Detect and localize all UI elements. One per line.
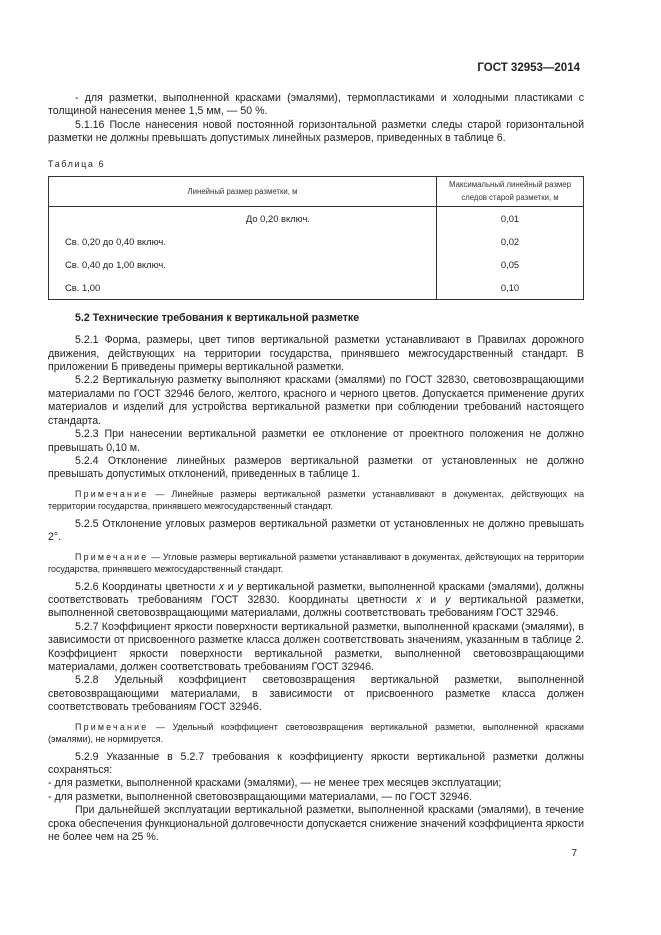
note-text: — Линейные размеры вертикальной разметки устанавливают в документах, действующих на территории государства, принявшего межгосударственный стандарт. bbox=[48, 488, 584, 511]
clause-5-2-6: 5.2.6 Координаты цветности x и y вертикальной разметки, выполненной красками (эмалями), должны соответствовать требованиям ГОСТ 32830. Координаты цветности x и y вертикальной разметки, выполненной световозвращающими материалами, должны соответствовать требованиям ГОСТ 32946. bbox=[48, 580, 584, 620]
note-label: Примечание bbox=[75, 721, 149, 732]
table-row bbox=[49, 276, 584, 300]
table-cell: Св. 1,00 bbox=[49, 276, 437, 300]
note-text: — Удельный коэффициент световозвращения вертикальной разметки, выполненной красками (эмалями), не нормируется. bbox=[48, 721, 584, 744]
clause-5-2-9: 5.2.9 Указанные в 5.2.7 требования к коэффициенту яркости вертикальной разметки должны сохраняться: bbox=[48, 750, 584, 776]
table-cell: Св. 0,20 до 0,40 включ. bbox=[49, 230, 437, 253]
table-cell: 0,01 bbox=[437, 206, 584, 230]
table-6 bbox=[48, 176, 584, 300]
note-2 bbox=[48, 551, 584, 575]
clause-5-2-4: 5.2.4 Отклонение линейных размеров вертикальной разметки от установленных не должно превышать допустимых отклонений, приведенных в таблице 1. bbox=[48, 454, 584, 481]
note-label: Примечание bbox=[75, 551, 149, 562]
note-1 bbox=[48, 488, 584, 512]
table-cell: 0,10 bbox=[437, 276, 584, 300]
document-id: ГОСТ 32953—2014 bbox=[477, 62, 580, 74]
note-3 bbox=[48, 721, 584, 745]
clause-5-2-1: 5.2.1 Форма, размеры, цвет типов вертикальной разметки устанавливают в Правилах дорожного движения, действующих на территории государства, принявшего межгосударственный стандарт. В приложении Б приведены примеры вертикальной разметки. bbox=[48, 334, 584, 374]
section-heading: 5.2 Технические требования к вертикальной разметке bbox=[75, 311, 360, 324]
table-header-cell: Максимальный линейный размер следов старой разметки, м bbox=[437, 177, 584, 207]
table-caption: Таблица 6 bbox=[48, 158, 106, 169]
table-row bbox=[49, 206, 584, 230]
page-content bbox=[48, 92, 584, 844]
table-header-cell: Линейный размер разметки, м bbox=[49, 177, 437, 207]
note-label: Примечание bbox=[75, 488, 149, 499]
table-cell: 0,02 bbox=[437, 230, 584, 253]
table-cell: Св. 0,40 до 1,00 включ. bbox=[49, 253, 437, 276]
final-paragraph: При дальнейшей эксплуатации вертикальной разметки, выполненной красками (эмалями), в течение срока обеспечения функциональной долговечности допускается снижение значений коэффициента яркости не более чем на 25 %. bbox=[48, 804, 584, 844]
clause-5-2-8: 5.2.8 Удельный коэффициент световозвращения вертикальной разметки, выполненной световозвращающими материалами, в зависимости от присвоенного разметке класса должен соответствовать требованиям ГОСТ 32946. bbox=[48, 674, 584, 714]
table-cell: До 0,20 включ. bbox=[49, 206, 437, 230]
note-text: — Угловые размеры вертикальной разметки устанавливают в документах, действующих на территории государства, принявшего межгосударственный стандарт. bbox=[48, 551, 584, 574]
page-number: 7 bbox=[571, 848, 577, 859]
list-item: - для разметки, выполненной световозвращающими материалами, — по ГОСТ 32946. bbox=[48, 790, 473, 803]
intro-paragraph-1: - для разметки, выполненной красками (эмалями), термопластиками и холодными пластиками с толщиной нанесения менее 1,5 мм, — 50 %. bbox=[48, 92, 584, 118]
clause-5-1-16: 5.1.16 После нанесения новой постоянной горизонтальной разметки следы старой горизонтальной разметки не должны превышать допустимых линейных размеров, приведенных в таблице 6. bbox=[48, 118, 584, 145]
clause-5-2-5: 5.2.5 Отклонение угловых размеров вертикальной разметки от установленных не должно превышать 2°. bbox=[48, 517, 584, 544]
clause-5-2-2: 5.2.2 Вертикальную разметку выполняют красками (эмалями) по ГОСТ 32830, световозвращающими материалами по ГОСТ 32946 белого, желтого, красного и черного цветов. Допускается применение других материалов и изделий для устройства вертикальной разметки при соблюдении требований настоящего стандарта. bbox=[48, 374, 584, 427]
clause-5-2-3: 5.2.3 При нанесении вертикальной разметки ее отклонение от проектного положения не должно превышать 0,10 м. bbox=[48, 428, 584, 454]
table-row bbox=[49, 230, 584, 253]
clause-5-2-7: 5.2.7 Коэффициент яркости поверхности вертикальной разметки, выполненной красками (эмалями), в зависимости от присвоенного разметке класса должен соответствовать значениям, указанным в таблице 2. Коэффициент яркости поверхности вертикальной разметки, выполненной световозвращающими материалами, должен соответствовать требованиям ГОСТ 32946. bbox=[48, 620, 584, 673]
table-header-row bbox=[49, 177, 584, 207]
table-row bbox=[49, 253, 584, 276]
list-item: - для разметки, выполненной красками (эмалями), — не менее трех месяцев эксплуатации; bbox=[48, 777, 502, 790]
table-cell: 0,05 bbox=[437, 253, 584, 276]
